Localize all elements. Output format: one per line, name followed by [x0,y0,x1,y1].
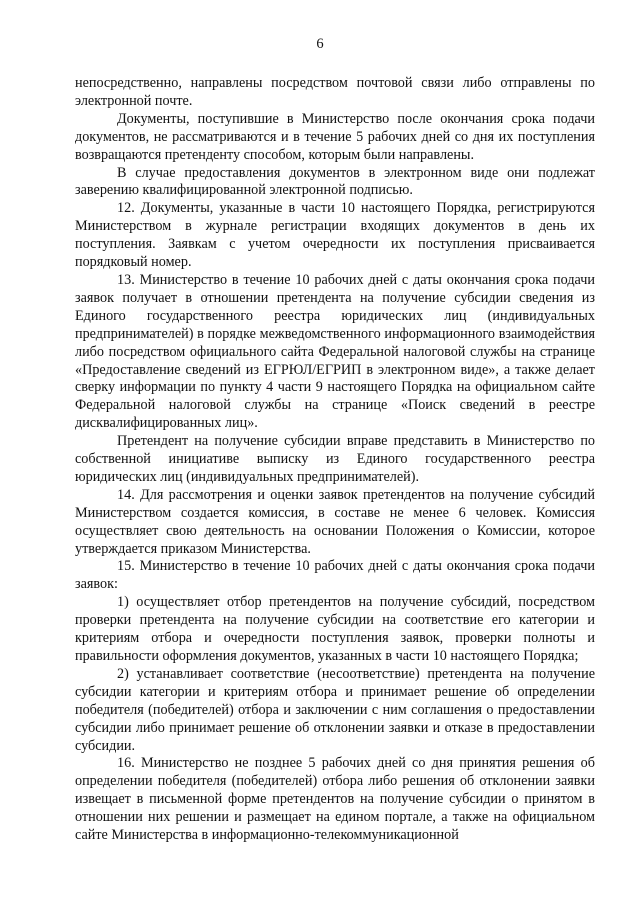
paragraph-late-documents: Документы, поступившие в Министерство после окончания срока подачи документов, не рассматриваются и в течение 5 рабочих дней со дня их поступления возвращаются претенденту способом, которым были направлены. [75,110,595,163]
paragraph-item-15-2: 2) устанавливает соответствие (несоответствие) претендента на получение субсидии категории и критериям отбора и принимает решение об определении победителя (победителей) отбора и заключении с ним соглашения о предоставлении субсидии либо принимает решение об отклонении заявки и отказе в предоставлении субсидии. [75,665,595,754]
paragraph-item-15-1: 1) осуществляет отбор претендентов на получение субсидий, посредством проверки претендента на получение субсидии на соответствие его категории и критериям отбора и очередности поступления заявок, проверки полноты и правильности оформления документов, указанных в части 10 настоящего Порядка; [75,594,595,664]
page-number: 6 [316,36,324,52]
paragraph-item-12: 12. Документы, указанные в части 10 настоящего Порядка, регистрируются Министерством в журнале регистрации входящих документов в день их поступления. Заявкам с учетом очередности их поступления присваивается порядковый номер. [75,200,595,271]
paragraph-electronic-signature: В случае предоставления документов в электронном виде они подлежат заверению квалифицированной электронной подписью. [75,164,595,199]
paragraph-item-14: 14. Для рассмотрения и оценки заявок претендентов на получение субсидий Министерством создается комиссия, в составе не менее 6 человек. Комиссия осуществляет свою деятельность на основании Положения о Комиссии, которое утверждается приказом Министерства. [75,486,595,557]
paragraph-extract-right: Претендент на получение субсидии вправе представить в Министерство по собственной инициативе выписку из Единого государственного реестра юридических лиц (индивидуальных предпринимателей). [75,433,595,485]
paragraph-item-15: 15. Министерство в течение 10 рабочих дней с даты окончания срока подачи заявок: [75,558,595,593]
document-body [75,75,595,845]
paragraph-continuation: непосредственно, направлены посредством почтовой связи либо отправлены по электронной почте. [75,75,595,109]
paragraph-item-16: 16. Министерство не позднее 5 рабочих дней со дня принятия решения об определении победителя (победителей) отбора либо решения об отклонении заявки извещает в письменной форме претендентов на получение субсидии о принятом в отношении них решении и размещает на едином портале, а также на официальном сайте Министерства в информационно-телекоммуникационной [75,755,595,844]
paragraph-item-13: 13. Министерство в течение 10 рабочих дней с даты окончания срока подачи заявок получает в отношении претендента на получение субсидии сведения из Единого государственного реестра юридических лиц (индивидуальных предпринимателей) в порядке межведомственного информационного взаимодействия либо посредством официального сайта Федеральной налоговой службы на странице «Предоставление сведений из ЕГРЮЛ/ЕГРИП в электронном виде», а также делает сверку информации по пункту 4 части 9 настоящего Порядка на официальном сайте Федеральной налоговой службы на странице «Поиск сведений в реестре дисквалифицированных лиц». [75,271,595,432]
